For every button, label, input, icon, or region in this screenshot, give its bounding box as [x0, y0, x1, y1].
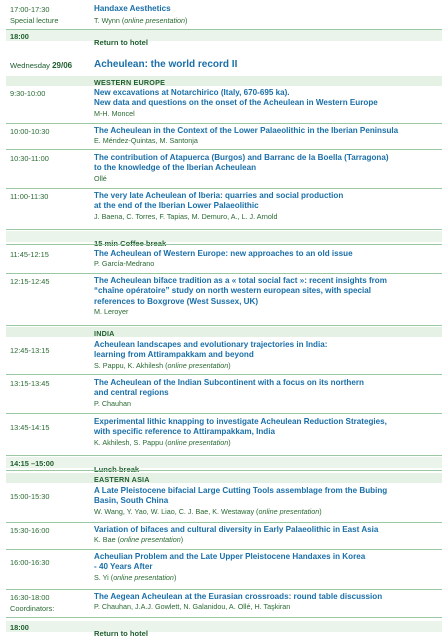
online-note: online presentation	[119, 535, 181, 545]
section-eastern-asia: EASTERN ASIA	[6, 473, 442, 483]
talk-authors: P. Chauhan	[94, 398, 132, 408]
band-time: 18:00	[10, 31, 29, 41]
talk-title: New excavations at Notarchirico (Italy, 670-695 ka).	[94, 88, 290, 97]
talk-authors: M. Leroyer	[94, 307, 129, 317]
coordinators-label: Coordinators:	[10, 604, 55, 613]
band-label: Return to hotel	[94, 37, 148, 47]
online-note: online presentation	[167, 360, 229, 370]
talk-title-cont: references to Boxgrove (West Sussex, UK)	[94, 296, 259, 306]
day-header	[6, 56, 442, 74]
day-label: Wednesday 29/06	[10, 61, 73, 70]
talk-authors: Ollé	[94, 173, 107, 183]
talk-title-cont: New data and questions on the onset of the Acheulean in Western Europe	[94, 98, 378, 108]
talk-title: The Acheulean of the Indian Subcontinent with a focus on its northern	[94, 378, 364, 387]
return-hotel-band	[6, 30, 442, 47]
talk-title-cont: Basin, South China	[94, 496, 169, 506]
section-india: INDIA	[6, 327, 442, 337]
talk-authors: K. Akhilesh, S. Pappu (online presentation)	[94, 437, 231, 447]
talk-authors: S. Yi (online presentation)	[94, 572, 177, 582]
talk-title: The Acheulean in the Context of the Lower Palaeolithic in the Iberian Peninsula	[94, 126, 399, 135]
talk-title: The Acheulean of Western Europe: new approaches to an old issue	[94, 249, 353, 258]
talk-authors: E. Méndez-Quintas, M. Santonja	[94, 136, 198, 146]
lunch-break-band: 14:15 –15:00 Lunch break	[6, 457, 442, 468]
talk-title-cont: with specific reference to Attirampakkam, India	[94, 427, 275, 437]
talk-authors: K. Bae (online presentation)	[94, 535, 184, 545]
talk-title-cont: and central regions	[94, 388, 169, 398]
day-title: Acheulean: the world record II	[94, 59, 238, 70]
coffee-break-band: 15 min Coffee break	[6, 231, 442, 242]
section-western-europe: WESTERN EUROPE	[6, 76, 442, 86]
talk-title-cont: - 40 Years After	[94, 562, 153, 572]
program-page: 17:00-17:30 Handaxe Aesthetics Special lecture T. Wynn (online presentation) 18:00 Return to hotel Wednesday 29/06 Acheulean: the world record II WESTERN EUROPE 9:30-10:00 New excavations at Notarchirico (Italy, 670-695 ka). New data and questions on the onset of the Acheulean in Western Europe M-H. Moncel 10:00-10:30 The Acheulean in the Context of the Lower Palaeolithic in the Iberian Peninsula E. Méndez-Quintas, M. Santonja 10:30-11:00 The contribution of Atapuerca (Burgos) and Barranc de la Boella (Tarragona) to the knowledge of the Iberian Acheulean Ollé 11:00-11:30 The very late Acheulean of Iberia: quarries and social production at the end of the Iberian Lower Palaeolithic J. Baena, C. Torres, F. Tapias, M. Demuro, A., L. J. Arnold 15 min Coffee break 11:45-12:15 The Acheulean of Western Europe: new approaches to an old issue P. García-Medrano 12:15-12:45 The Acheulean biface tradition as a « total social fact »: recent insights from “chaîne opératoire” study on north western european sites, with special references to Boxgrove (West Sussex, UK) M. Leroyer INDIA 12:45-13:15 Acheulean landscapes and evolutionary trajectories in India: learning from Attirampakkam and beyond S. Pappu, K. Akhilesh (online presentation) 13:15-13:45 The Acheulean of the Indian Subcontinent with a focus on its northern and central regions P. Chauhan 13:45-14:15 Experimental lithic knapping to investigate Acheulean Reduction Strategies, with specific reference to Attirampakkam, India K. Akhilesh, S. Pappu (online presentation) 14:15 –15:00 Lunch break EASTERN ASIA 15:00-15:30 A Late Pleistocene bifacial Large Cutting Tools assemblage from the Bubing Basin, South China W. Wang, Y. Yao, W. Liao, C. J. Bae, K. Westaway (online presentation) 15:30-16:00 Variation of bifaces and cultural diversity in Early Palaeolithic in East Asia K. Bae (online presentation) 16:00-16:30 Acheulian Problem and the Late Upper Pleistocene Handaxes in Korea - 40 Years After S. Yi (online presentation) 16:30-18:00 Coordinators: The Aegean Acheulean at the Eurasian crossroads: round table discussion P. Chauhan, J.A.J. Gowlett, N. Galanidou, A. Ollé, H. Taşkiran 18:00 Return to hotel	[0, 0, 446, 639]
talk-title: The contribution of Atapuerca (Burgos) and Barranc de la Boella (Tarragona)	[94, 153, 389, 162]
talk-title: Variation of bifaces and cultural diversity in Early Palaeolithic in East Asia	[94, 525, 379, 534]
talk-authors: S. Pappu, K. Akhilesh (online presentation)	[94, 360, 231, 370]
return-hotel-band: 18:00 Return to hotel	[6, 621, 442, 632]
talk-title: Handaxe Aesthetics	[94, 4, 171, 13]
talk-title-cont: “chaîne opératoire” study on north western european sites, with special	[94, 286, 372, 296]
talk-title: Acheulian Problem and the Late Upper Pleistocene Handaxes in Korea	[94, 552, 366, 561]
talk-title: The very late Acheulean of Iberia: quarries and social production	[94, 191, 344, 200]
session-time: 17:00-17:30	[10, 5, 50, 14]
talk-title-cont: learning from Attirampakkam and beyond	[94, 350, 254, 360]
online-note: online presentation	[167, 437, 229, 447]
talk-authors: M-H. Moncel	[94, 108, 135, 118]
talk-authors: W. Wang, Y. Yao, W. Liao, C. J. Bae, K. Westaway (online presentation)	[94, 506, 322, 516]
talk-title: The Acheulean biface tradition as a « total social fact »: recent insights from	[94, 276, 387, 285]
online-note: online presentation	[258, 506, 320, 516]
online-note: online presentation	[124, 16, 186, 25]
talk-title-cont: at the end of the Iberian Lower Palaeolithic	[94, 201, 259, 211]
talk-title: Experimental lithic knapping to investigate Acheulean Reduction Strategies,	[94, 417, 387, 426]
talk-authors: P. Chauhan, J.A.J. Gowlett, N. Galanidou, A. Ollé, H. Taşkiran	[94, 602, 291, 612]
talk-title: A Late Pleistocene bifacial Large Cutting Tools assemblage from the Bubing	[94, 486, 388, 495]
talk-authors: J. Baena, C. Torres, F. Tapias, M. Demuro, A., L. J. Arnold	[94, 211, 278, 221]
talk-authors: P. García-Medrano	[94, 259, 155, 269]
talk-title: The Aegean Acheulean at the Eurasian crossroads: round table discussion	[94, 592, 383, 601]
talk-authors: T. Wynn	[94, 16, 120, 25]
special-lecture-label: Special lecture	[10, 16, 59, 25]
talk-title-cont: to the knowledge of the Iberian Acheulean	[94, 163, 257, 173]
online-note: online presentation	[113, 572, 174, 582]
talk-title: Acheulean landscapes and evolutionary trajectories in India:	[94, 340, 328, 349]
